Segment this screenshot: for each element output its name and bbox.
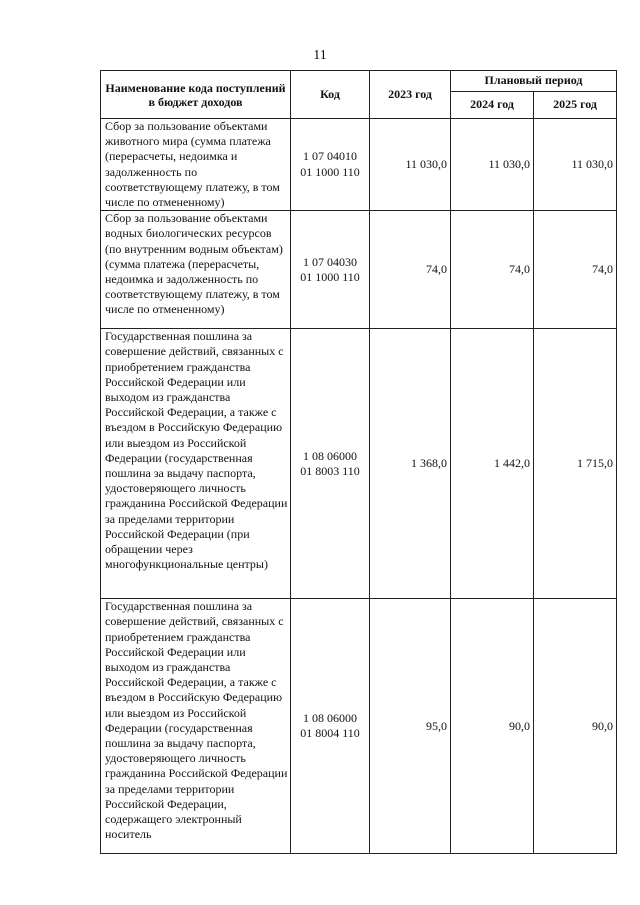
row-code <box>291 211 370 329</box>
table-row <box>101 211 617 329</box>
value-2024: 1 442,0 <box>451 329 534 599</box>
value-2023: 11 030,0 <box>370 119 451 211</box>
row-name: Государственная пошлина за совершение действий, связанных с приобретением гражданства Российской Федерации или выходом из гражданства Российской Федерации, а также с въездом в Российскую Федерацию или выездом из Российской Федерации (государственная пошлина за выдачу паспорта, удостоверяющего личность гражданина Российской Федерации за пределами территории Российской Федерации (при обращении через многофункциональные центры) <box>101 329 291 599</box>
code-line-2: 01 8003 110 <box>300 463 360 478</box>
code-line-2: 01 1000 110 <box>300 269 360 284</box>
code-line-1: 1 08 06000 <box>303 711 357 726</box>
value-2025: 1 715,0 <box>534 329 617 599</box>
header-2025: 2025 год <box>534 92 617 119</box>
revenue-table <box>100 70 617 854</box>
row-name: Государственная пошлина за совершение действий, связанных с приобретением гражданства Российской Федерации или выходом из гражданства Российской Федерации, а также с въездом в Российскую Федерацию или выездом из Российской Федерации (государственная пошлина за выдачу паспорта, удостоверяющего личность гражданина Российской Федерации за пределами территории Российской Федерации, содержащего электронный носитель <box>101 599 291 854</box>
code-line-1: 1 07 04030 <box>303 254 357 269</box>
row-name: Сбор за пользование объектами водных биологических ресурсов (по внутренним водным объектам) (сумма платежа (перерасчеты, недоимка и задолженность по соответствующему платежу, в том числе по отмененному) <box>101 211 291 329</box>
row-name: Сбор за пользование объектами животного мира (сумма платежа (перерасчеты, недоимка и задолженность по соответствующему платежу, в том числе по отмененному) <box>101 119 291 211</box>
header-name: Наименование кода поступлений в бюджет доходов <box>101 71 291 119</box>
value-2024: 11 030,0 <box>451 119 534 211</box>
header-2024: 2024 год <box>451 92 534 119</box>
table-row <box>101 599 617 854</box>
row-code <box>291 329 370 599</box>
row-code <box>291 599 370 854</box>
code-line-2: 01 8004 110 <box>300 726 360 741</box>
value-2023: 74,0 <box>370 211 451 329</box>
header-plan-period: Плановый период <box>451 71 617 92</box>
code-line-1: 1 07 04010 <box>303 149 357 164</box>
table-row <box>101 119 617 211</box>
header-2023: 2023 год <box>370 71 451 119</box>
row-code <box>291 119 370 211</box>
value-2025: 74,0 <box>534 211 617 329</box>
code-line-2: 01 1000 110 <box>300 164 360 179</box>
value-2025: 90,0 <box>534 599 617 854</box>
page-number: 11 <box>313 48 327 63</box>
value-2023: 1 368,0 <box>370 329 451 599</box>
value-2024: 74,0 <box>451 211 534 329</box>
value-2024: 90,0 <box>451 599 534 854</box>
value-2023: 95,0 <box>370 599 451 854</box>
table-row <box>101 329 617 599</box>
value-2025: 11 030,0 <box>534 119 617 211</box>
header-code: Код <box>291 71 370 119</box>
code-line-1: 1 08 06000 <box>303 448 357 463</box>
